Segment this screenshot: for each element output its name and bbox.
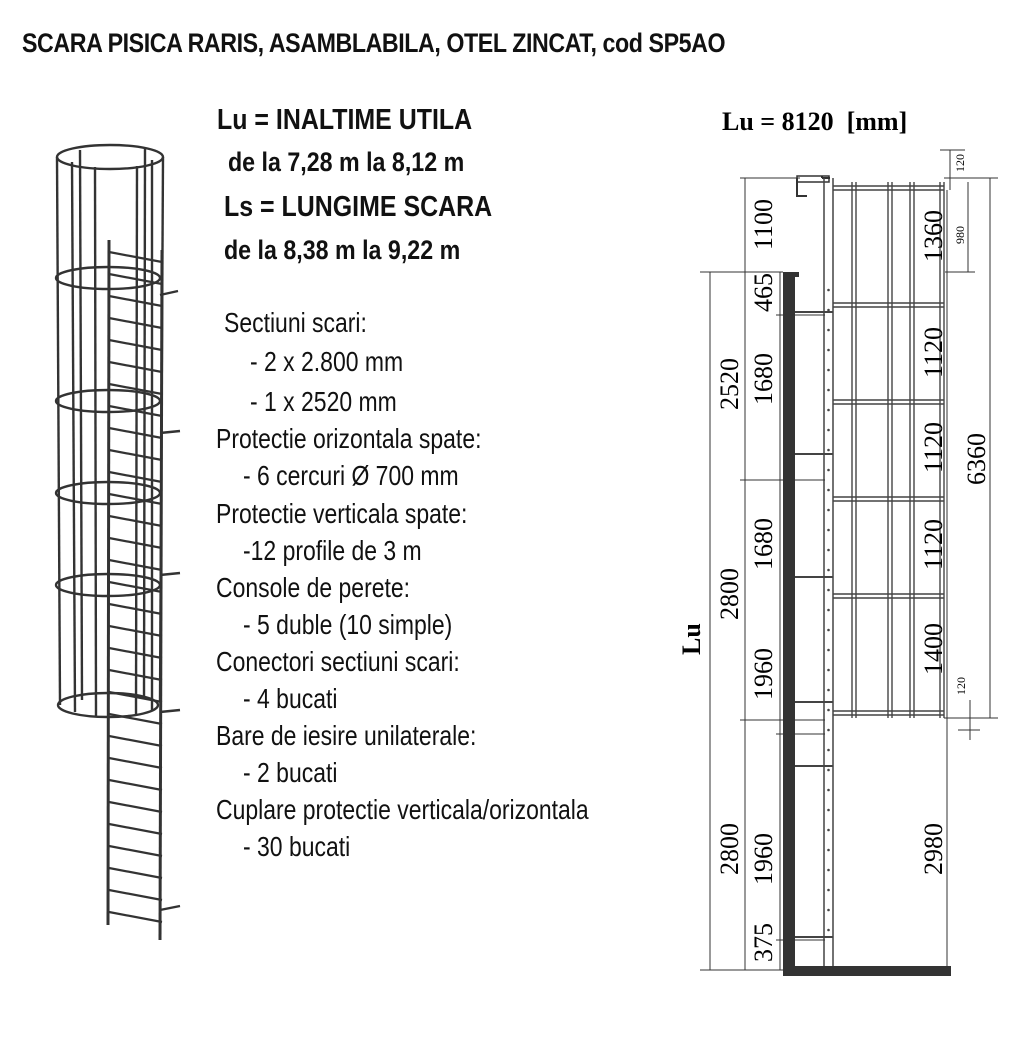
dim-465: 465: [749, 273, 778, 312]
spec-verticala-1: -12 profile de 3 m: [243, 535, 422, 566]
dim-1680-a: 1680: [749, 353, 778, 405]
spec-orizontala-heading: Protectie orizontala spate:: [216, 423, 482, 454]
wall-consoles: [795, 312, 833, 937]
spec-conectori-1: - 4 bucati: [243, 683, 338, 714]
page-title: SCARA PISICA RARIS, ASAMBLABILA, OTEL ZINCAT, cod SP5AO: [22, 28, 726, 58]
spec-cuplare-1: - 30 bucati: [243, 831, 351, 862]
dim-2980: 2980: [919, 823, 948, 875]
dim-1360: 1360: [919, 210, 948, 262]
ls-range: de la 8,38 m la 9,22 m: [224, 235, 461, 265]
floor: [783, 966, 951, 976]
drawing-header: Lu = 8120 [mm]: [722, 107, 908, 136]
dim-120-top: 120: [953, 154, 967, 172]
lu-definition: Lu = INALTIME UTILA: [217, 104, 473, 136]
spec-verticala-heading: Protectie verticala spate:: [216, 498, 468, 529]
dim-2520: 2520: [715, 358, 744, 410]
spec-conectori-heading: Conectori sectiuni scari:: [216, 646, 460, 677]
dim-1960-b: 1960: [749, 833, 778, 885]
dim-1960-a: 1960: [749, 648, 778, 700]
dim-2800-b: 2800: [715, 823, 744, 875]
dim-1120-a: 1120: [919, 326, 948, 378]
spec-cuplare-heading: Cuplare protectie verticala/orizontala: [216, 794, 589, 825]
dim-1100: 1100: [749, 198, 778, 250]
ls-definition: Ls = LUNGIME SCARA: [224, 191, 493, 223]
dim-1680-b: 1680: [749, 518, 778, 570]
dim-1120-c: 1120: [919, 518, 948, 570]
spec-sectiuni-1: - 2 x 2.800 mm: [250, 346, 404, 377]
spec-sectiuni-heading: Sectiuni scari:: [224, 307, 367, 338]
dim-120-bottom: 120: [954, 677, 968, 695]
spec-orizontala-1: - 6 cercuri Ø 700 mm: [243, 460, 459, 491]
lu-range: de la 7,28 m la 8,12 m: [228, 147, 465, 177]
dim-lu: Lu: [677, 623, 706, 655]
spec-bare-heading: Bare de iesire unilaterale:: [216, 720, 477, 751]
wall: [783, 272, 795, 970]
dimension-lines: [700, 150, 998, 970]
spec-bare-1: - 2 bucati: [243, 757, 338, 788]
spec-console-1: - 5 duble (10 simple): [243, 609, 453, 640]
ladder-rail: [824, 178, 833, 966]
spec-console-heading: Console de perete:: [216, 572, 411, 603]
dim-2800-a: 2800: [715, 568, 744, 620]
dim-375: 375: [749, 923, 778, 962]
dim-6360: 6360: [962, 433, 991, 485]
dim-1400: 1400: [919, 623, 948, 675]
spec-sectiuni-2: - 1 x 2520 mm: [250, 386, 397, 417]
dim-980: 980: [953, 226, 967, 244]
dim-1120-b: 1120: [919, 421, 948, 473]
